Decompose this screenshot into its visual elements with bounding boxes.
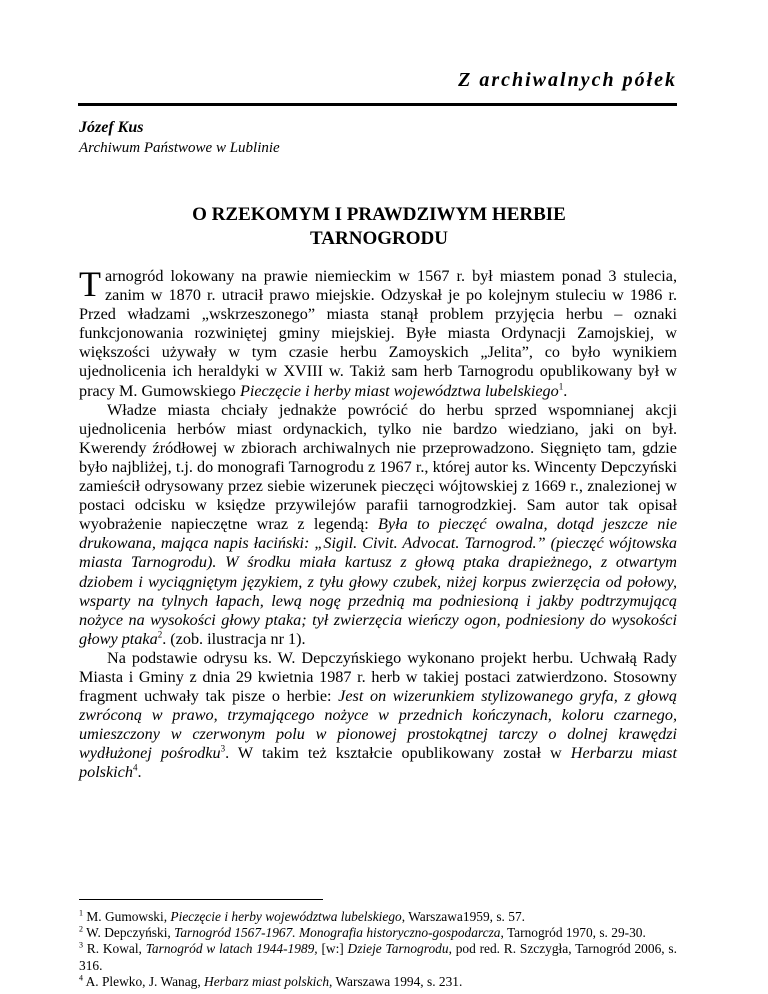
paragraph-text: . (zob. ilustracja nr 1). — [162, 629, 306, 648]
section-header: Z archiwalnych półek — [458, 69, 677, 91]
paragraph-text: . — [563, 381, 568, 400]
quoted-description: Była to pieczęć owalna, dotąd jeszcze nie drukowana, mająca napis łaciński: „Sigil. Civit. Advocat. Tarnogrod.” (pieczęć wójtowska miasta Tarnogrodu). W środku miała kartusz z głową ptaka drapieżnego, z otwartym dziobem i wyciągniętym językiem, z tyłu głowy czubek, niżej korpus zwierzęcia od połowy, wsparty na tylnych łapach, lewą nogę przednią ma podniesioną i jakby podtrzymującą nożyce na wysokości głowy ptaka; tył zwierzęcia wieńczy ogon, podniesiony do wysokości głowy ptaka — [79, 515, 678, 648]
footnote-text: A. Plewko, J. Wanag, — [83, 973, 205, 989]
title-line-1: O RZEKOMYM I PRAWDZIWYM HERBIE — [192, 204, 566, 225]
footnote-3 — [79, 941, 677, 973]
footnote-title: Herbarz miast polskich — [204, 973, 330, 989]
quoted-resolution: Jest on wizerunkiem stylizowanego gryfa, z głową zwróconą w prawo, trzymającego nożyce w przednich kończynach, koloru czarnego, umieszczony w czerwonym polu w pionowej prostokątnej tarczy o dolnej krawędzi wydłużonej pośrodku — [79, 687, 677, 763]
footnotes — [79, 909, 677, 990]
paragraph-text: Na podstawie odrysu ks. W. Depczyńskiego wykonano projekt herbu. Uchwałą Rady Miasta i Gminy z dnia 29 kwietnia 1987 r. herb w takiej postaci zatwierdzono. Stosowny fragment uchwały tak pisze o herbie: — [79, 648, 677, 706]
paragraph-text: arnogród lokowany na prawie niemieckim w 1567 r. był miastem ponad 3 stulecia, zanim w 1870 r. utracił prawo miejskie. Odzyskał je po kolejnym stuleciu w 1986 r. Przed władzami „wskrzeszonego” miasta stanął problem przyjęcia herbu – oznaki funkcjonowania rozwiniętej gminy miejskiej. Byłe miasta Ordynacji Zamojskiej, w większości używały w tym czasie herbu Zamoyskich „Jelita”, co było wynikiem ujednolicenia ich heraldyki w XVIII w. Takiż sam herb Tarnogrodu opublikowany był w pracy M. Gumowskiego — [79, 267, 677, 400]
footnote-text: , Warszawa 1994, s. 231. — [329, 973, 463, 989]
footnote-ref: 2 — [157, 629, 163, 640]
paragraph-1 — [79, 264, 677, 401]
footnote-title: Tarnogród 1567-1967. Monografia historyczno-gospodarcza — [174, 925, 501, 941]
footnote-text: , Tarnogród 1970, s. 29-30. — [500, 925, 646, 941]
header-rule — [78, 103, 677, 106]
title-line-2: TARNOGRODU — [310, 228, 448, 249]
italic-text: Pieczęcie i herby miast województwa lubelskiego — [239, 381, 559, 400]
footnote-title: Tarnogród w latach 1944-1989, — [145, 941, 318, 957]
drop-cap: T — [79, 264, 101, 304]
paragraph-text: . — [137, 763, 142, 782]
footnote-ref: 4 — [132, 763, 138, 774]
author-name: Józef Kus — [79, 119, 144, 136]
footnote-title: Dzieje Tarnogrodu — [347, 941, 449, 957]
footnote-number: 3 — [79, 940, 83, 950]
paragraph-text: . W takim też kształcie opublikowany został w — [225, 744, 571, 763]
footnote-number: 2 — [79, 924, 83, 934]
paragraph-text: Władze miasta chciały jednakże powrócić do herbu sprzed wspomnianej akcji ujednolicenia herbów miast ordynackich, tylko nie bardzo wiedziano, jaki on był. Kwerendy źródłowej w zbiorach archiwalnych nie przeprowadzono. Sięgnięto tam, gdzie było najbliżej, t.j. do monografi Tarnogrodu z 1967 r., której autor ks. Wincenty Depczyński zamieścił odrysowany przez siebie wizerunek pieczęci wójtowskiej z 1669 r., znalezionej w postaci odcisku w księdze przywilejów parafii tarnogrodzkiej. Sam autor tak opisał wyobrażenie napieczętne wraz z legendą: — [79, 400, 677, 534]
footnote-1 — [79, 909, 677, 925]
footnote-4 — [79, 974, 677, 990]
footnote-ref: 3 — [220, 743, 226, 754]
footnote-number: 4 — [79, 973, 83, 983]
footnote-text: , pod red. R. Szczygła, Tarnogród 2006, s. 316. — [79, 941, 677, 973]
paragraph-2 — [79, 401, 677, 649]
footnote-2 — [79, 925, 677, 941]
footnote-text: [w:] — [317, 941, 348, 957]
article-body — [79, 264, 678, 783]
paragraph-3 — [79, 649, 677, 783]
footnote-number: 1 — [79, 908, 83, 918]
article-title — [120, 203, 638, 251]
footnote-title: Pieczęcie i herby województwa lubelskiego — [170, 909, 402, 924]
footnote-ref: 1 — [558, 381, 564, 392]
footnote-rule — [79, 899, 323, 900]
footnote-text: M. Gumowski, — [83, 909, 171, 924]
footnote-text: W. Depczyński, — [83, 925, 175, 941]
italic-text: Herbarzu miast polskich — [79, 744, 677, 782]
footnote-text: , Warszawa1959, s. 57. — [401, 909, 525, 924]
footnote-text: R. Kowal, — [83, 941, 146, 957]
author-affiliation: Archiwum Państwowe w Lublinie — [79, 140, 280, 156]
